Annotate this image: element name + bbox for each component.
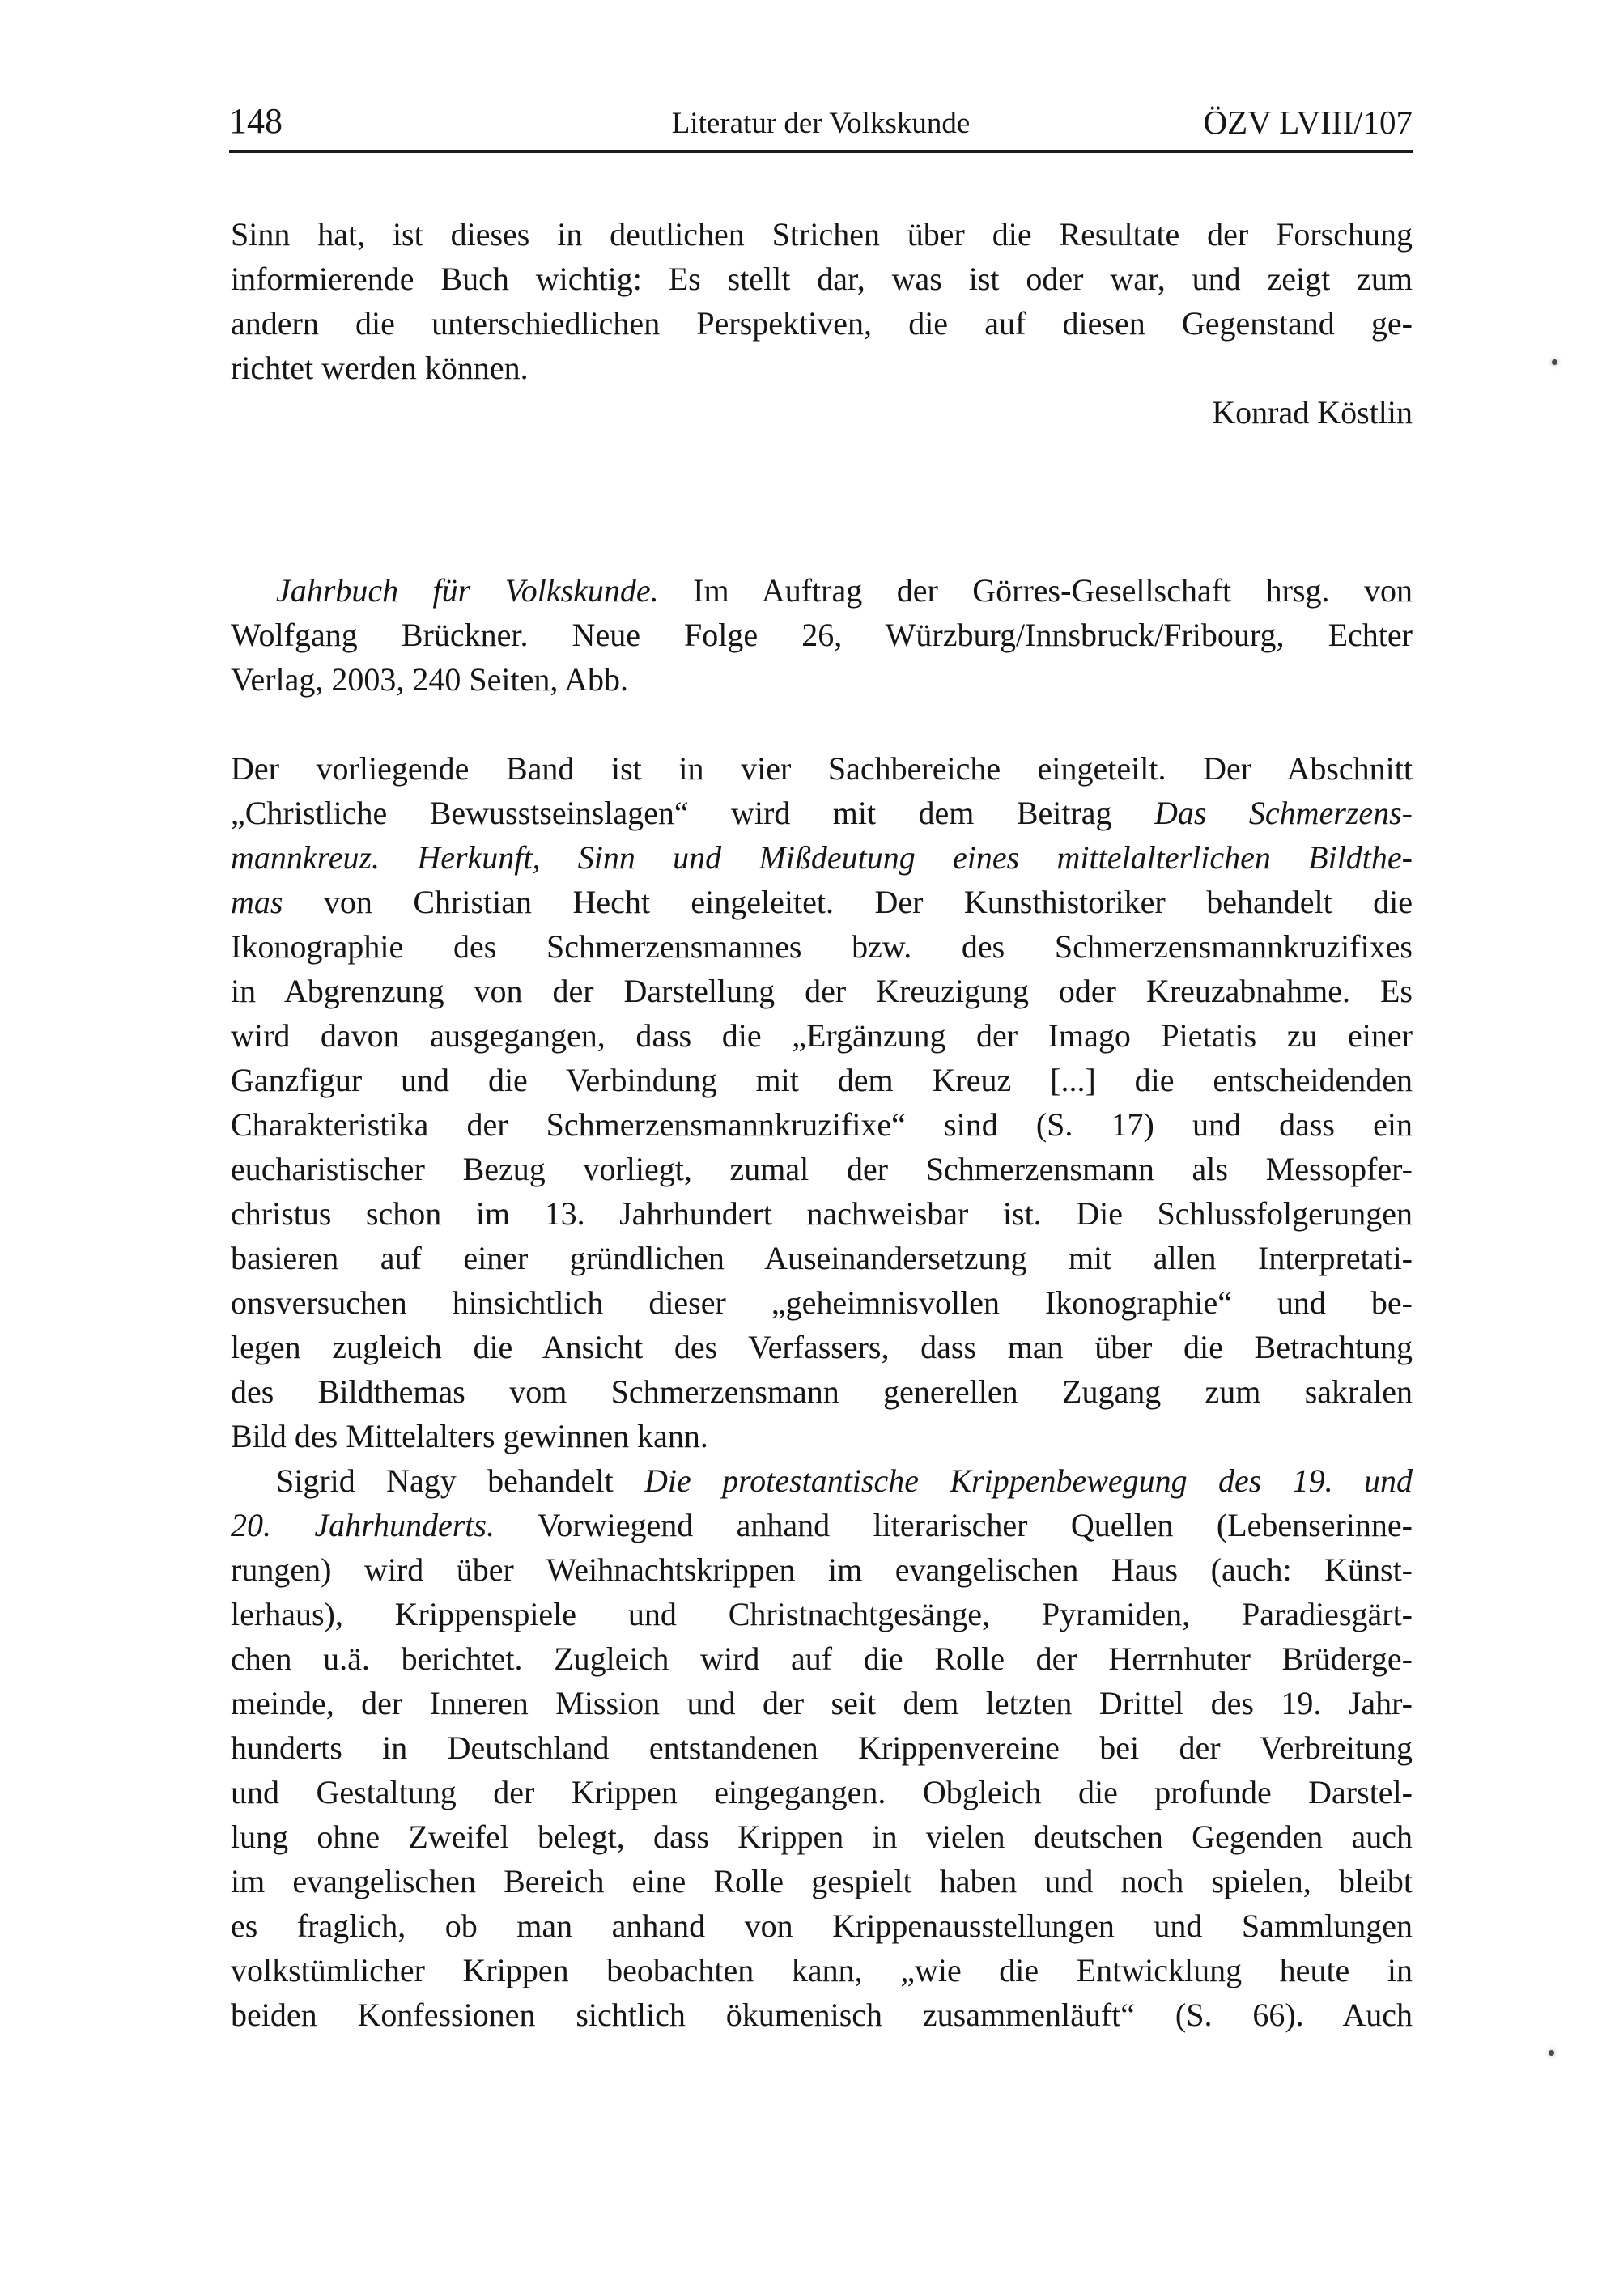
text-line xyxy=(231,1147,1413,1191)
paragraph-review-1 xyxy=(231,746,1413,1458)
text-line xyxy=(231,1725,1413,1770)
text-line xyxy=(231,212,1413,257)
text-segment: lerhaus), Krippenspiele und Christnachtgesänge, Pyramiden, Paradiesgärt- xyxy=(231,1596,1413,1632)
text-segment: volkstümlicher Krippen beobachten kann, „wie die Entwicklung heute in xyxy=(231,1952,1413,1988)
scan-artifact-dot xyxy=(1552,359,1557,365)
text-segment: Ganzfigur und die Verbindung mit dem Kreuz [...] die entscheidenden xyxy=(231,1062,1413,1098)
text-line xyxy=(231,791,1413,835)
paragraph-review-2 xyxy=(231,1458,1413,2037)
text-line xyxy=(231,1993,1413,2037)
text-line xyxy=(231,1859,1413,1903)
text-line xyxy=(231,1503,1413,1547)
text-segment: rungen) wird über Weihnachtskrippen im evangelischen Haus (auch: Künst- xyxy=(231,1551,1413,1588)
paragraph-continuation xyxy=(231,212,1413,390)
text-segment: es fraglich, ob man anhand von Krippenausstellungen und Sammlungen xyxy=(231,1908,1413,1944)
text-segment: richtet werden können. xyxy=(231,350,529,386)
text-segment: von Christian Hecht eingeleitet. Der Kunsthistoriker behandelt die xyxy=(283,884,1413,920)
text-segment: meinde, der Inneren Mission und der seit dem letzten Drittel des 19. Jahr- xyxy=(231,1685,1413,1721)
text-segment: in Abgrenzung von der Darstellung der Kreuzigung oder Kreuzabnahme. Es xyxy=(231,973,1413,1009)
text-line xyxy=(231,746,1413,791)
italic-text-segment: 20. Jahrhunderts. xyxy=(231,1507,495,1543)
text-segment: Bild des Mittelalters gewinnen kann. xyxy=(231,1418,708,1454)
text-segment: Sinn hat, ist dieses in deutlichen Strichen über die Resultate der Forschung xyxy=(231,216,1413,253)
text-segment: Im Auftrag der Görres-Gesellschaft hrsg. von xyxy=(658,572,1413,609)
text-line xyxy=(231,835,1413,880)
header-rule xyxy=(229,150,1413,153)
page-body xyxy=(231,212,1413,2037)
text-segment: Verlag, 2003, 240 Seiten, Abb. xyxy=(231,661,629,698)
text-line xyxy=(231,1280,1413,1325)
italic-text-segment: Die protestantische Krippenbewegung des 19. und xyxy=(644,1462,1413,1499)
paragraph-signature xyxy=(231,390,1413,435)
text-line xyxy=(231,880,1413,924)
text-line xyxy=(231,1458,1413,1503)
text-segment: eucharistischer Bezug vorliegt, zumal der Schmerzensmann als Messopfer- xyxy=(231,1151,1413,1187)
text-segment: lung ohne Zweifel belegt, dass Krippen in vielen deutschen Gegenden auch xyxy=(231,1819,1413,1855)
text-segment: beiden Konfessionen sichtlich ökumenisch zusammenläuft“ (S. 66). Auch xyxy=(231,1997,1413,2033)
scan-artifact-dot xyxy=(1549,2050,1554,2056)
text-line xyxy=(231,1547,1413,1592)
text-line xyxy=(231,1814,1413,1859)
text-line xyxy=(231,1058,1413,1102)
text-line xyxy=(231,1369,1413,1414)
text-segment: Charakteristika der Schmerzensmannkruzifixe“ sind (S. 17) und dass ein xyxy=(231,1106,1413,1143)
text-line xyxy=(231,301,1413,346)
page-number: 148 xyxy=(229,101,283,141)
text-line xyxy=(231,657,1413,702)
italic-text-segment: Das Schmerzens- xyxy=(1154,795,1413,831)
text-line xyxy=(231,1636,1413,1681)
text-segment: im evangelischen Bereich eine Rolle gespielt haben und noch spielen, bleibt xyxy=(231,1863,1413,1899)
text-segment: chen u.ä. berichtet. Zugleich wird auf die Rolle der Herrnhuter Brüderge- xyxy=(231,1640,1413,1677)
italic-text-segment: mas xyxy=(231,884,283,920)
journal-issue-ref: ÖZV LVIII/107 xyxy=(1203,104,1413,141)
paragraph-citation xyxy=(231,568,1413,702)
text-segment: informierende Buch wichtig: Es stellt dar, was ist oder war, und zeigt zum xyxy=(231,261,1413,297)
running-title: Literatur der Volkskunde xyxy=(671,107,971,140)
text-segment: wird davon ausgegangen, dass die „Ergänzung der Imago Pietatis zu einer xyxy=(231,1017,1413,1054)
text-line xyxy=(231,1325,1413,1369)
text-line xyxy=(231,1013,1413,1058)
text-segment: basieren auf einer gründlichen Auseinandersetzung mit allen Interpretati- xyxy=(231,1240,1413,1276)
text-line xyxy=(231,1236,1413,1280)
text-segment: Ikonographie des Schmerzensmannes bzw. des Schmerzensmannkruzifixes xyxy=(231,928,1413,965)
text-line xyxy=(231,346,1413,390)
text-line xyxy=(231,1948,1413,1993)
text-segment: Vorwiegend anhand literarischer Quellen (Lebenserinne- xyxy=(495,1507,1413,1543)
text-segment: andern die unterschiedlichen Perspektiven, die auf diesen Gegenstand ge- xyxy=(231,305,1413,342)
text-line xyxy=(231,1191,1413,1236)
text-segment: des Bildthemas vom Schmerzensmann generellen Zugang zum sakralen xyxy=(231,1373,1413,1410)
text-segment: christus schon im 13. Jahrhundert nachweisbar ist. Die Schlussfolgerungen xyxy=(231,1195,1413,1232)
text-line xyxy=(231,969,1413,1013)
text-line xyxy=(231,924,1413,969)
text-line xyxy=(231,1681,1413,1725)
running-header xyxy=(229,100,1413,142)
text-line xyxy=(231,1102,1413,1147)
text-segment: und Gestaltung der Krippen eingegangen. Obgleich die profunde Darstel- xyxy=(231,1774,1413,1810)
text-segment: Wolfgang Brückner. Neue Folge 26, Würzburg/Innsbruck/Fribourg, Echter xyxy=(231,617,1413,653)
text-line xyxy=(231,1592,1413,1636)
text-segment: Konrad Köstlin xyxy=(1212,394,1413,431)
text-segment: legen zugleich die Ansicht des Verfassers, dass man über die Betrachtung xyxy=(231,1329,1413,1365)
text-line xyxy=(231,1414,1413,1458)
text-line xyxy=(231,1770,1413,1814)
text-line xyxy=(231,613,1413,657)
text-line xyxy=(231,1903,1413,1948)
text-line xyxy=(231,568,1413,613)
text-segment: Sigrid Nagy behandelt xyxy=(276,1462,644,1499)
italic-text-segment: mannkreuz. Herkunft, Sinn und Mißdeutung eines mittelalterlichen Bildthe- xyxy=(231,839,1413,876)
text-segment: onsversuchen hinsichtlich dieser „geheimnisvollen Ikonographie“ und be- xyxy=(231,1284,1413,1321)
text-segment: hunderts in Deutschland entstandenen Krippenvereine bei der Verbreitung xyxy=(231,1729,1413,1766)
text-line xyxy=(231,257,1413,301)
text-line xyxy=(231,390,1413,435)
text-segment: „Christliche Bewusstseinslagen“ wird mit dem Beitrag xyxy=(231,795,1154,831)
italic-text-segment: Jahrbuch für Volkskunde. xyxy=(276,572,659,609)
text-segment: Der vorliegende Band ist in vier Sachbereiche eingeteilt. Der Abschnitt xyxy=(231,750,1413,787)
